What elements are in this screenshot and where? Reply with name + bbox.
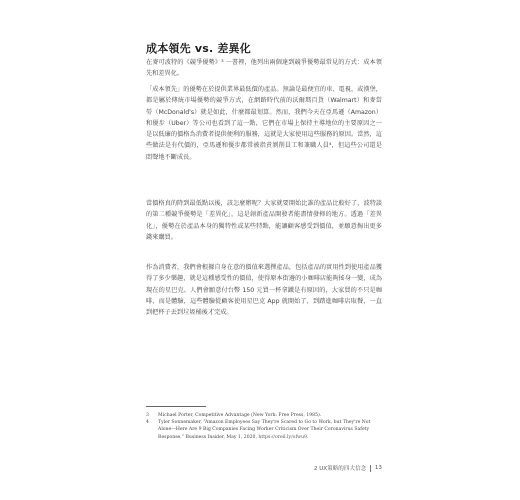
footnote-number: 3 (146, 413, 149, 418)
footnote (146, 419, 382, 441)
page-footer (314, 464, 382, 472)
paragraph-3: 當價格真的降到最低點以後，該怎麼辦呢？大家就要開始比誰的產品比較好了，波特談的第二種競爭優勢是「差異化」，這是創新產品開發者能盡情發揮的地方。透過「差異化」，優勢在於產品本身的獨特性或某些特點，能讓顧客感受到價值，並願意掏出更多錢來購買。 (146, 200, 382, 241)
footnote-text (158, 419, 382, 441)
footnote-body: Tyler Sonnemaker, “Amazon Employees Say They're Scared to Go to Work, but They're Not Alone—Here Are 9 Big Companies Facing Worker Criticism Over Their Coronavirus Safety Response,” Business Insider, May 1, 2020, (158, 420, 371, 440)
footnote-divider (146, 406, 206, 407)
footnote-link[interactable]: https://oreil.ly/ofwu9. (258, 434, 309, 440)
paragraph-1: 在麥可波特的《競爭優勢》³ 一書裡，他列出兩個達到競爭優勢最常見的方式：成本領先和差異化。 (146, 59, 382, 78)
footnote-number: 4 (146, 420, 149, 426)
paragraph-4: 作為消費者，我們會根據自身在意的價值來選擇產品，包括產品的實用性到使用產品獲得了多少樂趣，就是這種感受性的價值，使得原本街邊的小咖啡店能夠搖身一變，成為現在的星巴克。人們會願意付台幣 150 元買一杯拿鐵是有原因的，大家買的不只是咖啡，而是體驗，這些體驗從顧客使用星巴克 App 就開始了，到踏進咖啡店取餐，一直到把杯子丟到垃圾桶後才完成。 (146, 264, 382, 317)
page-number: 13 (374, 465, 382, 471)
footnotes (146, 412, 382, 441)
section-title: 成本領先 vs. 差異化 (146, 42, 251, 55)
footer-separator (370, 465, 371, 472)
footnote (146, 412, 382, 419)
paragraph-2: 「成本領先」的優勢在於提供業界最低價的產品。無論是最便宜的車、電視，或漢堡，都是屬於傳統市場優勢的競爭方式，在網路時代前的沃爾瑪百貨（Walmart）和麥當勞（McDonald's）就是如此，什麼都最划算。然而，我們今天在亞馬遜（Amazon）和優步（Uber）等公司也看到了這一點，它們在市場上保持主導地位的主要原因之一是以低廉的價格為消費者提供便利的服務，這就是大家使用這些服務的原因。當然，這些做法是有代價的，亞馬遜和優步都常被指責剝削員工和兼職人員⁴，但這些公司還是悶聲地不斷成長。 (146, 86, 382, 161)
footnote-text: Michael Porter, Competitive Advantage (New York: Free Press, 1985). (158, 413, 322, 418)
running-footer-chapter: 2 UX策略的四大信念 (313, 466, 367, 472)
